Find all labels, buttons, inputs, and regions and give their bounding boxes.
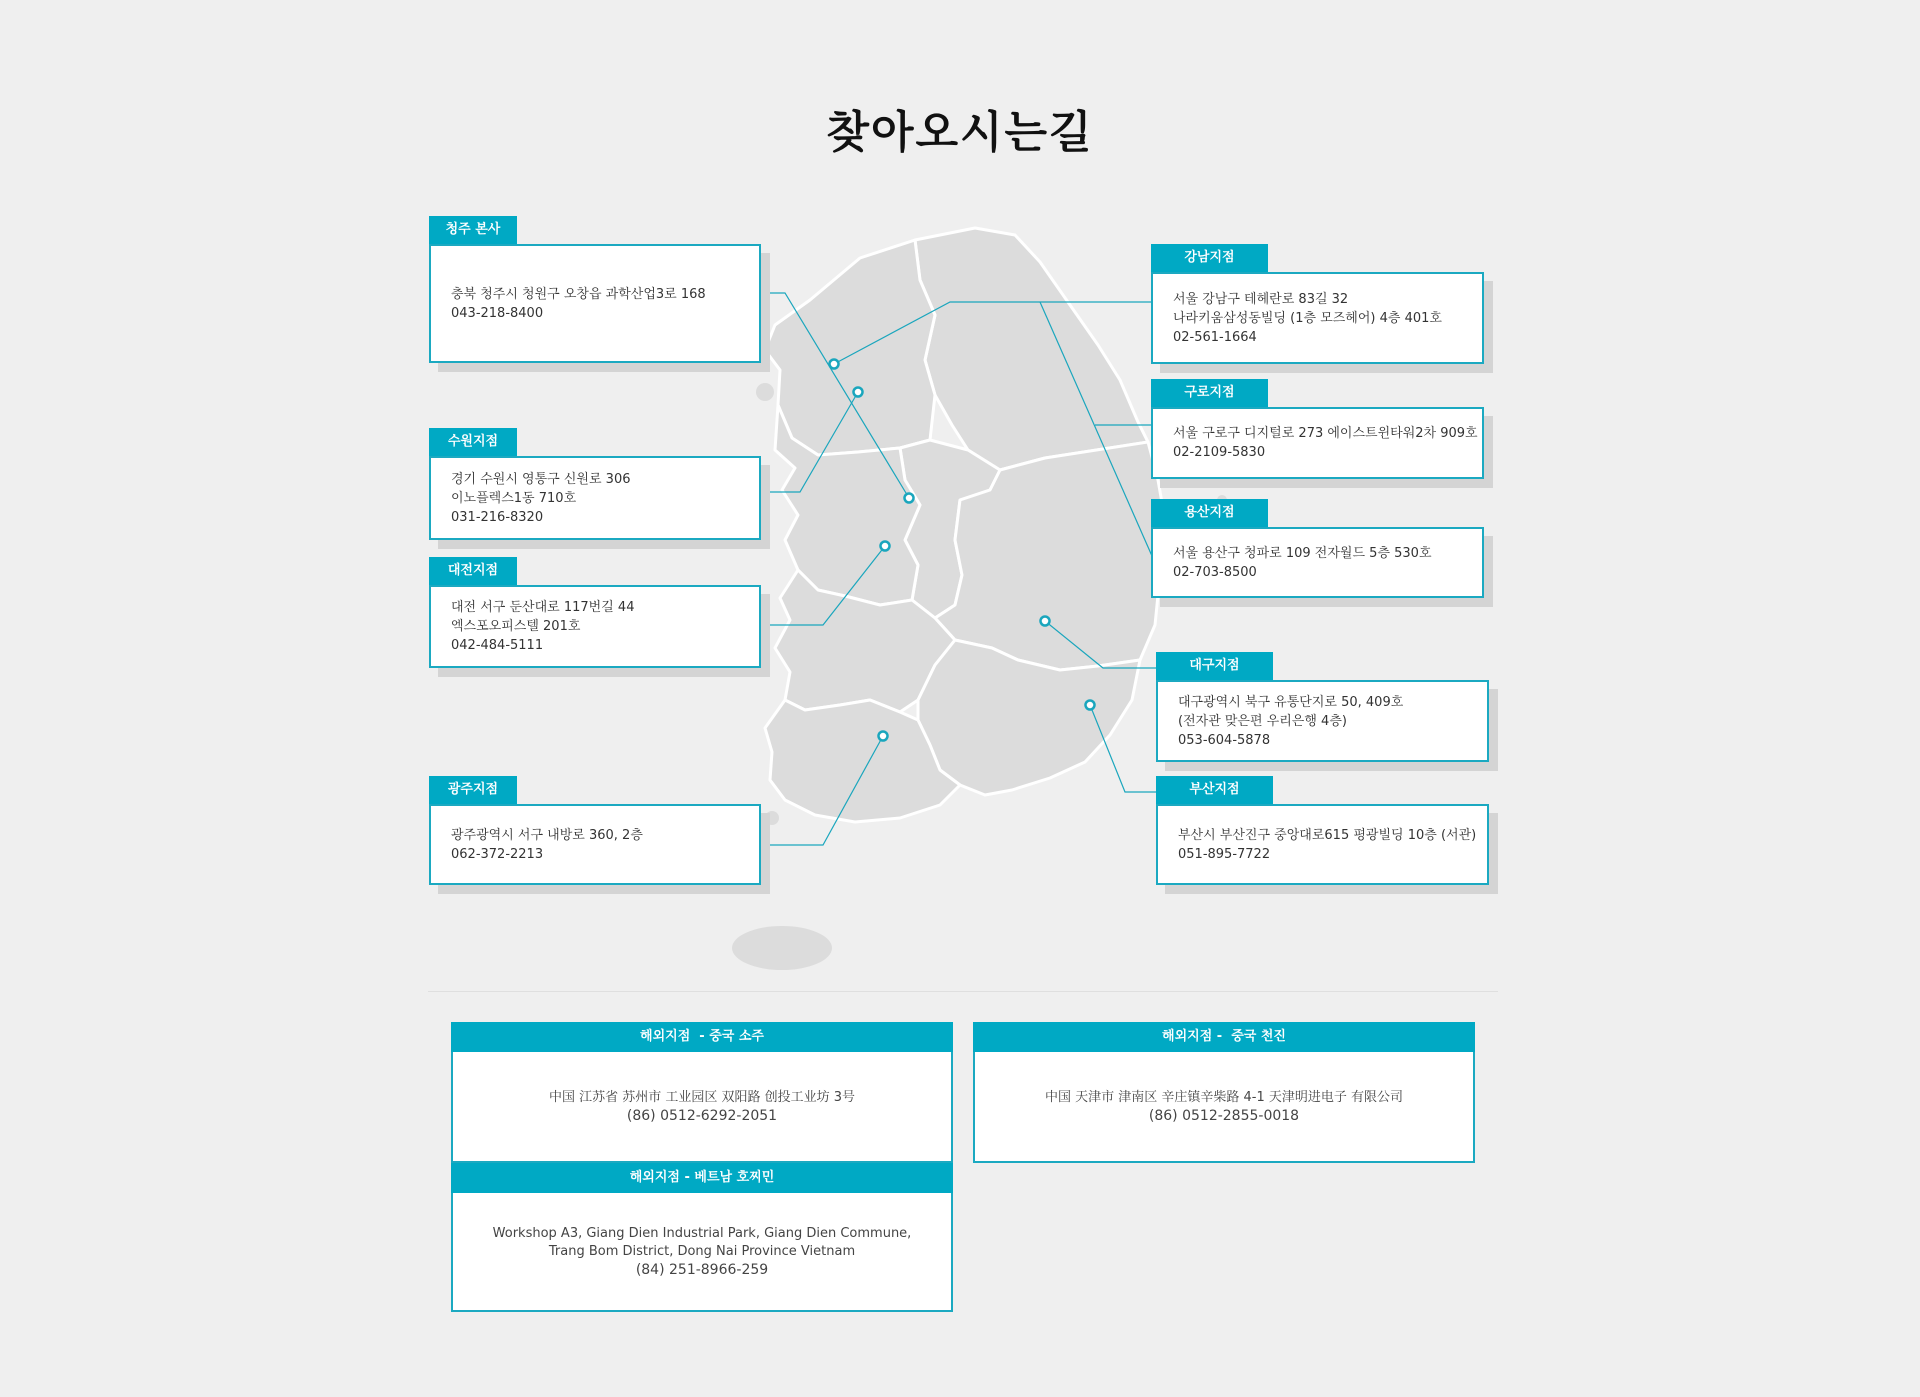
phone-number: (86) 0512-6292-2051 bbox=[626, 1107, 778, 1124]
marker-gangnam[interactable] bbox=[830, 360, 839, 369]
address-line: Trang Bom District, Dong Nai Province Vietnam bbox=[548, 1243, 856, 1259]
branch-card-gwangju[interactable] bbox=[429, 776, 761, 885]
marker-daejeon[interactable] bbox=[881, 542, 890, 551]
branch-name: 구로지점 bbox=[1151, 379, 1268, 407]
branch-card-gangnam[interactable] bbox=[1151, 244, 1484, 364]
section-divider bbox=[428, 991, 1498, 992]
region-gyeongnam bbox=[918, 640, 1140, 795]
phone-number: 062-372-2213 bbox=[451, 846, 544, 862]
address-line: 서울 용산구 청파로 109 전자월드 5층 530호 bbox=[1173, 545, 1432, 561]
address-line: Workshop A3, Giang Dien Industrial Park, Giang Dien Commune, bbox=[492, 1225, 912, 1241]
region-island-west bbox=[756, 383, 774, 401]
marker-cheongju[interactable] bbox=[905, 494, 914, 503]
address-line: 엑스포오피스텔 201호 bbox=[451, 619, 581, 634]
branch-card-suwon[interactable] bbox=[429, 428, 761, 540]
branch-card-daegu[interactable] bbox=[1156, 652, 1489, 762]
address-line: 中国 天津市 津南区 辛庄镇辛柴路 4-1 天津明进电子 有限公司 bbox=[1044, 1089, 1404, 1105]
branch-name: 광주지점 bbox=[429, 776, 517, 804]
phone-number: 053-604-5878 bbox=[1178, 732, 1271, 748]
address-line: 서울 강남구 테헤란로 83길 32 bbox=[1173, 291, 1349, 307]
address-line: 대전 서구 둔산대로 117번길 44 bbox=[451, 600, 635, 615]
address-line: 광주광역시 서구 내방로 360, 2층 bbox=[451, 827, 643, 843]
phone-number: 02-2109-5830 bbox=[1173, 445, 1266, 460]
marker-gwangju[interactable] bbox=[879, 732, 888, 741]
region-gyeonggi bbox=[765, 240, 935, 455]
branch-name: 청주 본사 bbox=[429, 216, 517, 244]
branch-name: 수원지점 bbox=[429, 428, 517, 456]
branch-card-busan[interactable] bbox=[1156, 776, 1489, 885]
address-line: 대구광역시 북구 유통단지로 50, 409호 bbox=[1178, 694, 1404, 710]
address-line: 부산시 부산진구 중앙대로615 평광빌딩 10층 (서관) bbox=[1178, 827, 1477, 843]
overseas-card-vietnam[interactable] bbox=[451, 1163, 953, 1312]
branch-name: 용산지점 bbox=[1151, 499, 1268, 527]
overseas-card-suzhou[interactable] bbox=[451, 1022, 953, 1163]
marker-busan[interactable] bbox=[1086, 701, 1095, 710]
address-line: 中国 江苏省 苏州市 工业园区 双阳路 创投工业坊 3号 bbox=[548, 1089, 856, 1105]
region-island-southwest bbox=[765, 811, 779, 825]
marker-suwon[interactable] bbox=[854, 388, 863, 397]
overseas-title: 해외지점 - 베트남 호찌민 bbox=[451, 1163, 953, 1193]
address-line: 나라키움삼성동빌딩 (1층 모즈헤어) 4층 401호 bbox=[1173, 310, 1442, 326]
phone-number: 02-703-8500 bbox=[1173, 564, 1257, 580]
branch-card-guro[interactable] bbox=[1151, 379, 1484, 479]
region-gangwon bbox=[915, 228, 1148, 470]
address-line: 충북 청주시 청원구 오창읍 과학산업3로 168 bbox=[451, 286, 706, 302]
branch-name: 부산지점 bbox=[1156, 776, 1273, 804]
phone-number: (86) 0512-2855-0018 bbox=[1148, 1107, 1300, 1124]
phone-number: 02-561-1664 bbox=[1173, 329, 1257, 345]
address-line: 경기 수원시 영통구 신원로 306 bbox=[451, 471, 631, 487]
page-title: 찾아오시는길 bbox=[826, 107, 1094, 158]
branch-card-cheongju[interactable] bbox=[429, 216, 761, 363]
address-line: (전자관 맞은편 우리은행 4층) bbox=[1178, 713, 1347, 729]
phone-number: 051-895-7722 bbox=[1178, 846, 1271, 862]
overseas-card-tianjin[interactable] bbox=[973, 1022, 1475, 1163]
region-jeju bbox=[732, 926, 832, 970]
branch-name: 대전지점 bbox=[429, 557, 517, 585]
phone-number: 042-484-5111 bbox=[451, 638, 544, 653]
branch-card-yongsan[interactable] bbox=[1151, 499, 1484, 598]
address-line: 이노플렉스1동 710호 bbox=[451, 490, 577, 506]
address-line: 서울 구로구 디지털로 273 에이스트윈타워2차 909호 bbox=[1173, 426, 1478, 441]
branch-name: 강남지점 bbox=[1151, 244, 1268, 272]
marker-daegu[interactable] bbox=[1041, 617, 1050, 626]
branch-name: 대구지점 bbox=[1156, 652, 1273, 680]
phone-number: (84) 251-8966-259 bbox=[635, 1261, 769, 1278]
phone-number: 043-218-8400 bbox=[451, 305, 544, 321]
overseas-title: 해외지점 - 중국 천진 bbox=[973, 1022, 1475, 1052]
branch-card-daejeon[interactable] bbox=[429, 557, 761, 668]
phone-number: 031-216-8320 bbox=[451, 509, 544, 525]
overseas-title: 해외지점 - 중국 소주 bbox=[451, 1022, 953, 1052]
